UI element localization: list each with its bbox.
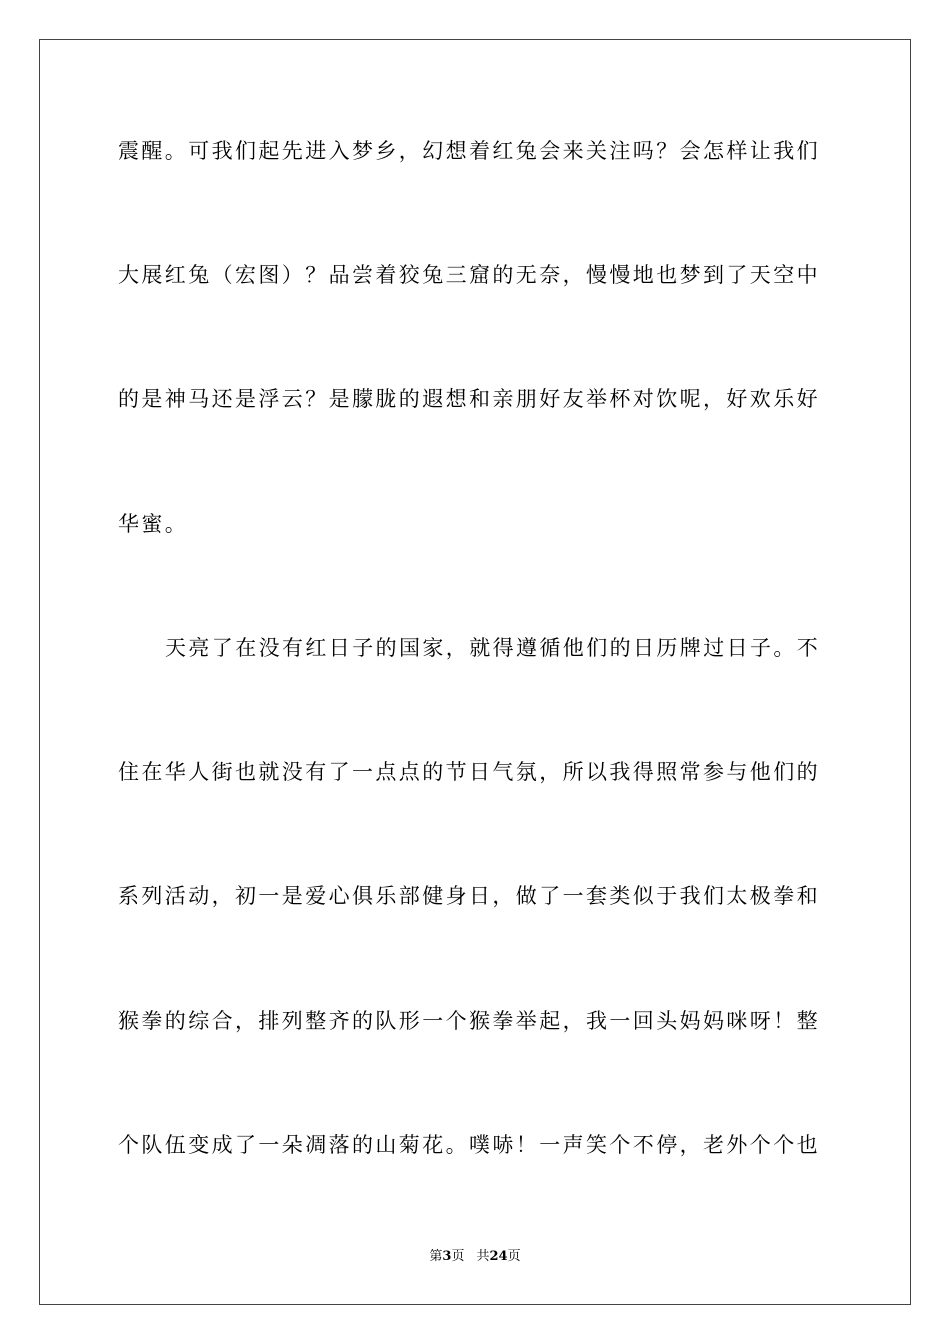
paragraph-line: 个队伍变成了一朵凋落的山菊花。噗哧！一声笑个不停，老外个个也 [118,1133,820,1157]
page-prefix: 第 [429,1249,443,1264]
paragraph-line: 系列活动，初一是爱心俱乐部健身日，做了一套类似于我们太极拳和 [118,884,820,908]
total-suffix: 页 [507,1249,521,1264]
page-suffix: 页 [451,1249,465,1264]
paragraph-line: 大展红兔（宏图）？品尝着狡兔三窟的无奈，慢慢地也梦到了天空中 [118,263,820,287]
paragraph-line-indented: 天亮了在没有红日子的国家，就得遵循他们的日历牌过日子。不 [165,636,821,660]
page-footer [0,1249,950,1265]
paragraph-line: 住在华人街也就没有了一点点的节日气氛，所以我得照常参与他们的 [118,760,820,784]
page-number: 3 [442,1249,452,1264]
paragraph-line: 猴拳的综合，排列整齐的队形一个猴拳举起，我一回头妈妈咪呀！整 [118,1009,820,1033]
paragraph-line: 华蜜。 [118,512,189,536]
total-pages: 24 [489,1249,508,1264]
paragraph-line: 震醒。可我们起先进入梦乡，幻想着红兔会来关注吗？会怎样让我们 [118,139,820,163]
paragraph-line: 的是神马还是浮云？是朦胧的遐想和亲朋好友举杯对饮呢，好欢乐好 [118,387,820,411]
total-prefix: 共 [476,1249,490,1264]
page-border [39,39,911,1305]
